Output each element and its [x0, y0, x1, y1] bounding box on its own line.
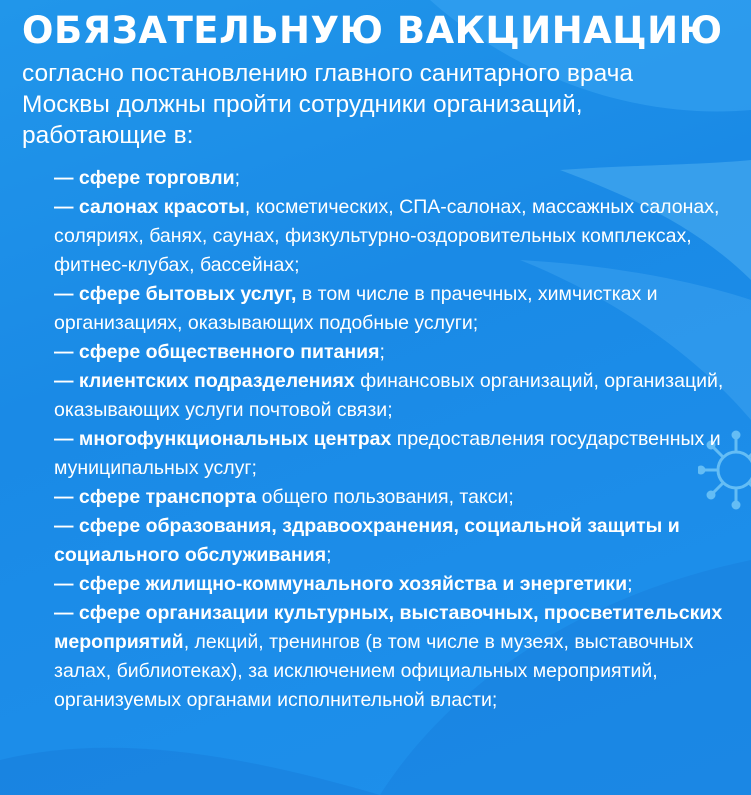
- list-item: [54, 570, 724, 599]
- list-item: [54, 280, 724, 338]
- list-item: [54, 338, 724, 367]
- list-item-text: ;: [627, 573, 633, 595]
- list-item-bold: — многофункциональных центрах: [54, 428, 392, 450]
- list-item-bold: — сфере торговли: [54, 167, 235, 189]
- list-item: [54, 483, 724, 512]
- list-item-text: ;: [379, 341, 385, 363]
- list-item-text: , лекций, тренингов (в том числе в музеях, выставочных залах, библиотеках), за исключением официальных мероприятий, организуемых органами исполнительной власти;: [54, 631, 694, 711]
- subtitle: согласно постановлению главного санитарного врача Москвы должны пройти сотрудники организаций, работающие в:: [22, 60, 634, 149]
- list-item-text: предоставления государственных и муниципальных услуг;: [54, 428, 721, 479]
- list-item: [54, 367, 724, 425]
- list-item-bold: — сфере бытовых услуг,: [54, 283, 297, 305]
- list-item-text: финансовых организаций, организаций, оказывающих услуги почтовой связи;: [54, 370, 724, 421]
- workplace-list: [54, 164, 724, 715]
- list-item: [54, 425, 724, 483]
- list-item: [54, 164, 724, 193]
- list-item-bold: — сфере транспорта: [54, 486, 257, 508]
- list-item: [54, 512, 724, 570]
- list-item-bold: — сфере образования, здравоохранения, социальной защиты и социального обслуживания: [54, 515, 680, 566]
- list-item-text: ;: [326, 544, 332, 566]
- list-item-text: общего пользования, такси;: [256, 486, 514, 508]
- list-item-bold: — сфере общественного питания: [54, 341, 380, 363]
- list-item: [54, 193, 724, 280]
- list-item-text: , косметических, СПА-салонах, массажных салонах, соляриях, банях, саунах, физкультурно-оздоровительных комплексах, фитнес-клубах, бассейнах;: [54, 196, 720, 276]
- list-item: [54, 599, 724, 715]
- list-item-bold: — сфере жилищно-коммунального хозяйства и энергетики: [54, 573, 628, 595]
- list-item-bold: — салонах красоты: [54, 196, 245, 218]
- list-item-bold: — сфере организации культурных, выставочных, просветительских мероприятий: [54, 602, 723, 653]
- list-item-text: ;: [234, 167, 241, 189]
- list-item-text: в том числе в прачечных, химчистках и организациях, оказывающих подобные услуги;: [54, 283, 658, 334]
- headline: ОБЯЗАТЕЛЬНУЮ ВАКЦИНАЦИЮ: [22, 9, 723, 52]
- list-item-bold: — клиентских подразделениях: [54, 370, 355, 392]
